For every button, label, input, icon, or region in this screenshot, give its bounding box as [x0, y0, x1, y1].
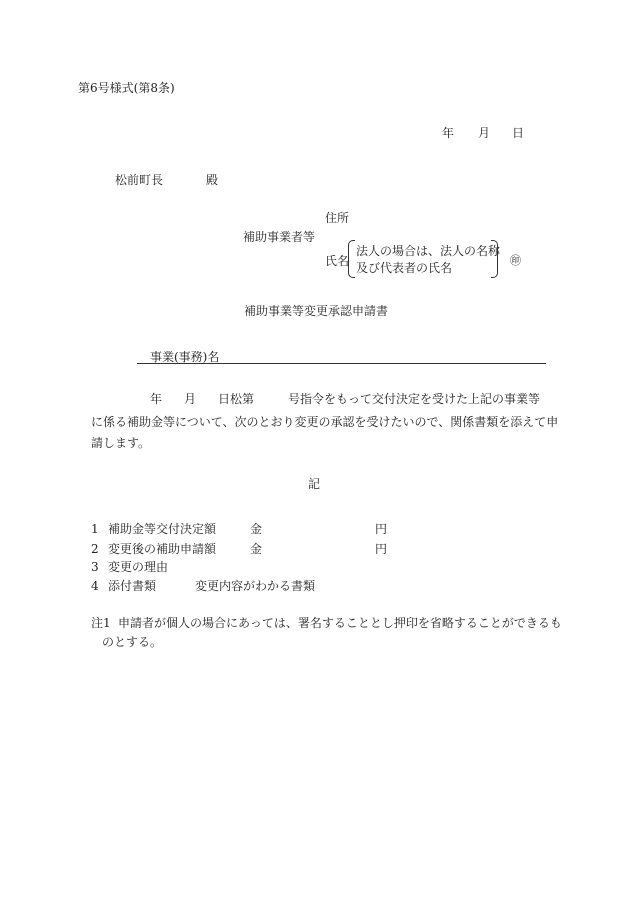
item-detail: 変更内容がわかる書類	[195, 579, 316, 593]
item-number: 2	[91, 542, 99, 556]
address-label: 住所	[325, 211, 350, 225]
document-title: 補助事業等変更承認申請書	[244, 304, 389, 318]
project-name-underline	[137, 363, 546, 364]
date-year-label: 年	[442, 126, 455, 140]
note-number: 注1	[91, 616, 111, 630]
item-label: 変更の理由	[108, 560, 169, 574]
ki-heading: 記	[308, 477, 321, 491]
name-note-right-bracket	[491, 240, 498, 278]
name-note-line2: 及び代表者の氏名	[356, 261, 453, 275]
item-number: 4	[91, 579, 99, 593]
addressee-honorific: 殿	[206, 173, 219, 187]
date-month-label: 月	[478, 126, 491, 140]
item-label: 変更後の補助申請額	[108, 542, 217, 556]
seal-mark: ㊞	[510, 254, 521, 267]
item-amount-unit: 円	[375, 522, 388, 536]
item-label: 添付書類	[108, 579, 157, 593]
form-number: 第6号様式(第8条)	[78, 81, 175, 95]
item-label: 補助金等交付決定額	[108, 522, 217, 536]
applicant-role-label: 補助事業者等	[243, 230, 316, 244]
body-day-ref-label: 日松第	[218, 392, 255, 406]
item-number: 3	[91, 560, 99, 574]
project-name-label: 事業(事務)名	[150, 350, 220, 364]
name-note-line1: 法人の場合は、法人の名称	[356, 244, 501, 258]
body-year-label: 年	[150, 392, 163, 406]
body-line3: 請します。	[91, 436, 151, 450]
name-label: 氏名	[325, 254, 350, 268]
addressee-name: 松前町長	[115, 173, 164, 187]
body-line2: に係る補助金等について、次のとおり変更の承認を受けたいので、関係書類を添えて申	[91, 415, 559, 429]
body-month-label: 月	[184, 392, 197, 406]
date-day-label: 日	[512, 126, 525, 140]
name-note-left-bracket	[348, 240, 355, 278]
item-amount-prefix: 金	[250, 542, 263, 556]
note-text-line1: 申請者が個人の場合にあっては、署名することとし押印を省略することができるも	[118, 616, 562, 630]
item-number: 1	[91, 522, 99, 536]
body-line1-text: 号指令をもって交付決定を受けた上記の事業等	[288, 392, 541, 406]
item-amount-unit: 円	[375, 542, 388, 556]
item-amount-prefix: 金	[250, 522, 263, 536]
note-text-line2: のとする。	[102, 635, 163, 649]
